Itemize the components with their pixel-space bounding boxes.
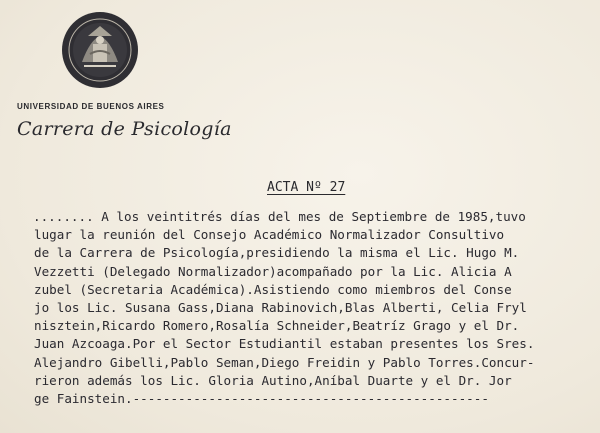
body-line: rieron además los Lic. Gloria Autino,Aníbal Duarte y el Dr. Jor — [34, 372, 512, 388]
body-line: Vezzetti (Delegado Normalizador)acompañado por la Lic. Alicia A — [34, 263, 512, 279]
body-line: de la Carrera de Psicología,presidiendo la misma el Lic. Hugo M. — [34, 245, 520, 261]
body-line: Alejandro Gibelli,Pablo Seman,Diego Freidin y Pablo Torres.Concur- — [34, 354, 535, 370]
body-line: jo los Lic. Susana Gass,Diana Rabinovich,Blas Alberti, Celia Fryl — [34, 299, 527, 315]
body-line: ge Fainstein.----------------------------------------------- — [34, 390, 489, 406]
acta-title: ACTA Nº 27 — [267, 180, 346, 195]
university-name: UNIVERSIDAD DE BUENOS AIRES — [17, 102, 165, 111]
body-line: Juan Azcoaga.Por el Sector Estudiantil estaban presentes los Sres. — [34, 336, 535, 352]
body-line: nisztein,Ricardo Romero,Rosalía Schneider,Beatríz Grago y el Dr. — [34, 318, 520, 334]
acta-body — [34, 208, 600, 408]
university-seal-icon — [60, 10, 140, 90]
body-line: ........ A los veintitrés días del mes de Septiembre de 1985,tuvo — [33, 209, 526, 224]
career-name: Carrera de Psicología — [17, 118, 232, 140]
body-line: lugar la reunión del Consejo Académico Normalizador Consultivo — [34, 227, 505, 243]
body-line: zubel (Secretaria Académica).Asistiendo como miembros del Conse — [34, 281, 512, 297]
